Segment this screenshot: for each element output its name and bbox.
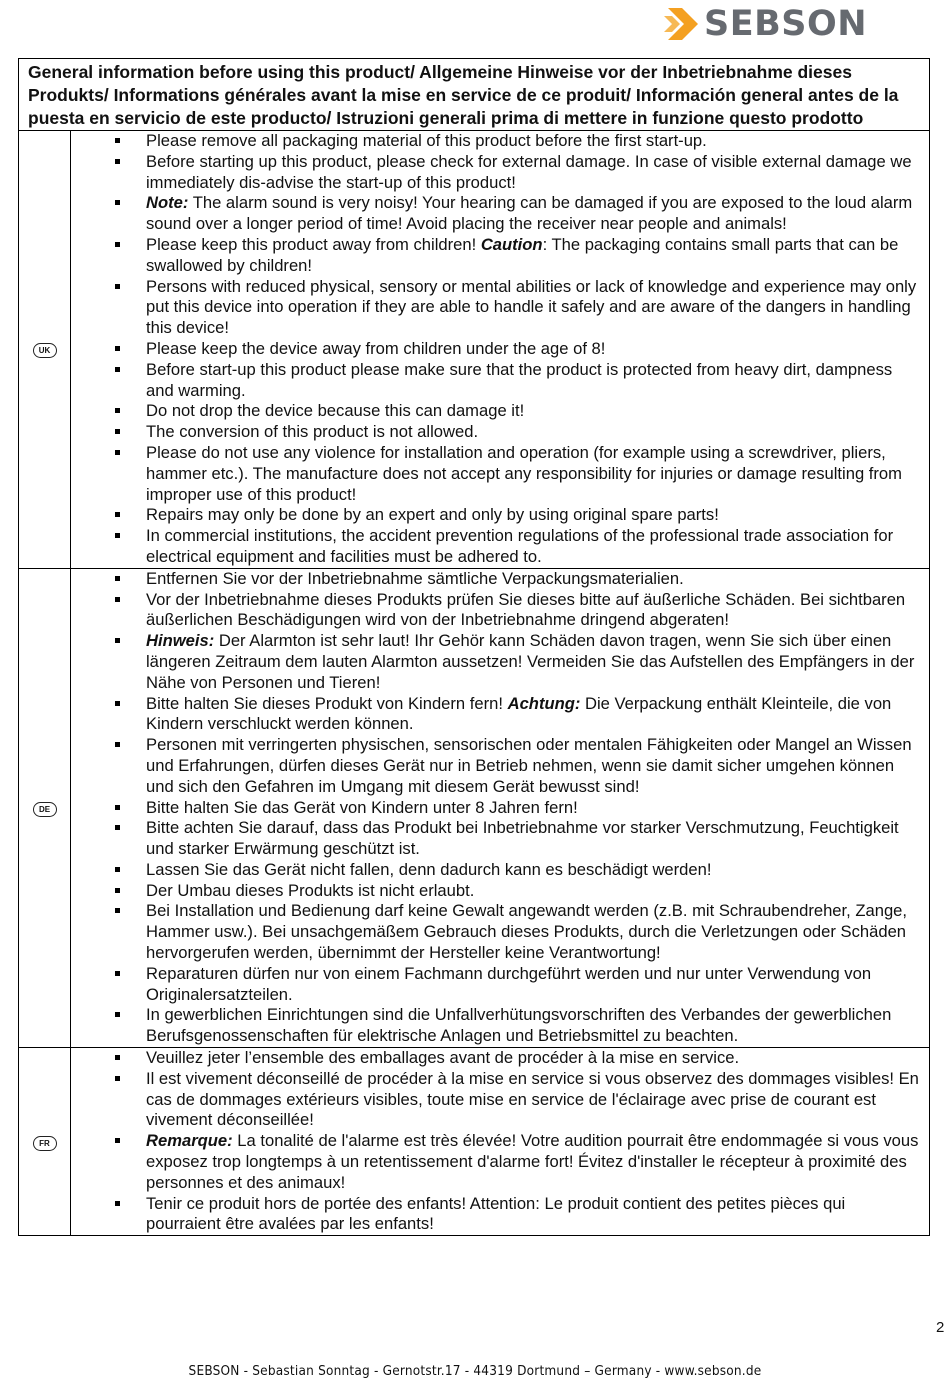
section-row-uk: [19, 131, 930, 569]
item-text: In commercial institutions, the accident prevention regulations of the professional trade association for electrical equipment and facilities must be adhered to.: [146, 526, 894, 566]
bullet-icon: [115, 742, 120, 747]
item-emphasis: Caution: [480, 234, 543, 254]
list-item: [71, 360, 919, 402]
item-text: Do not drop the device because this can damage it!: [146, 401, 525, 421]
list-item: [71, 1069, 919, 1131]
list-item: [71, 277, 919, 339]
item-text: Before start-up this product please make sure that the product is protected from heavy dirt, dampness and warming.: [146, 359, 893, 400]
list-item: [71, 505, 919, 526]
item-text: Vor der Inbetriebnahme dieses Produkts prüfen Sie dieses bitte auf äußerliche Schäden. Bei sichtbaren äußerlichen Beschädigungen wird von der Inbetriebnahme dringend abgeraten!: [146, 589, 906, 630]
instruction-list: [71, 569, 929, 1047]
section-content: [71, 568, 930, 1047]
list-item: [71, 901, 919, 963]
item-emphasis: Note:: [146, 193, 189, 213]
brand-name: SEBSON: [704, 4, 868, 44]
fr-flag-icon: FR: [33, 1136, 57, 1151]
item-text: Personen mit verringerten physischen, sensorischen oder mentalen Fähigkeiten oder Mangel an Wissen und Erfahrungen, dürfen dieses Gerät nur in Betrieb nehmen, wenn sie damit sicher umgehen können und sich den Gefahren im Umgang mit diesem Gerät bewusst sind!: [146, 735, 912, 796]
logo-chevron-icon: [664, 4, 704, 44]
item-text: Please keep the device away from children under the age of 8!: [146, 338, 606, 358]
section-content: [71, 1048, 930, 1236]
list-item: [71, 1005, 919, 1047]
bullet-icon: [115, 1012, 120, 1017]
list-item: [71, 694, 919, 736]
item-text: The conversion of this product is not allowed.: [146, 422, 479, 442]
list-item: [71, 818, 919, 860]
bullet-icon: [115, 200, 120, 205]
item-text: Der Umbau dieses Produkts ist nicht erlaubt.: [146, 880, 475, 900]
item-emphasis: Hinweis:: [146, 631, 215, 651]
list-item: [71, 443, 919, 505]
bullet-icon: [115, 1201, 120, 1206]
item-text: : The packaging contains small parts that can be swallowed by children!: [146, 234, 899, 275]
item-text: Repairs may only be done by an expert and only by using original spare parts!: [146, 505, 719, 525]
bullet-icon: [115, 284, 120, 289]
list-item: [71, 1131, 919, 1193]
bullet-icon: [115, 825, 120, 830]
page-footer: SEBSON - Sebastian Sonntag - Gernotstr.17 - 44319 Dortmund – Germany - www.sebson.de: [188, 1363, 762, 1379]
list-item: [71, 798, 919, 819]
item-text: Bitte achten Sie darauf, dass das Produkt bei Inbetriebnahme vor starker Verschmutzung, Feuchtigkeit und starker Erwärmung geschützt ist.: [146, 818, 899, 859]
list-item: [71, 590, 919, 632]
list-item: [71, 881, 919, 902]
flag-cell: [19, 568, 71, 1047]
item-text: Der Alarmton ist sehr laut! Ihr Gehör kann Schäden davon tragen, wenn Sie sich über einen längeren Zeitraum dem lauten Alarmton aussetzen! Vermeiden Sie das Aufstellen des Empfängers in der Nähe von Personen und Tieren!: [146, 631, 915, 692]
instruction-list: [71, 131, 929, 568]
bullet-icon: [115, 805, 120, 810]
bullet-icon: [115, 1055, 120, 1060]
bullet-icon: [115, 1138, 120, 1143]
bullet-icon: [115, 346, 120, 351]
item-emphasis: Achtung:: [507, 693, 581, 713]
list-item: [71, 964, 919, 1006]
bullet-icon: [115, 638, 120, 643]
bullet-icon: [115, 159, 120, 164]
item-text: Tenir ce produit hors de portée des enfants! Attention: Le produit contient des petites pièces qui pourraient être avalées par les enfants!: [146, 1193, 846, 1234]
bullet-icon: [115, 1076, 120, 1081]
list-item: [71, 526, 919, 568]
safety-info-table: [18, 58, 930, 1236]
item-text: Lassen Sie das Gerät nicht fallen, denn dadurch kann es beschädigt werden!: [146, 859, 712, 879]
list-item: [71, 193, 919, 235]
uk-flag-icon: UK: [33, 343, 57, 358]
item-text: Please remove all packaging material of this product before the first start-up.: [146, 131, 707, 150]
instruction-list: [71, 1048, 929, 1235]
item-text: Die Verpackung enthält Kleinteile, die von Kindern verschluckt werden können.: [146, 693, 892, 734]
bullet-icon: [115, 242, 120, 247]
bullet-icon: [115, 138, 120, 143]
bullet-icon: [115, 408, 120, 413]
bullet-icon: [115, 701, 120, 706]
item-emphasis: Remarque:: [146, 1131, 233, 1151]
bullet-icon: [115, 597, 120, 602]
list-item: [71, 235, 919, 277]
bullet-icon: [115, 576, 120, 581]
item-text: In gewerblichen Einrichtungen sind die Unfallverhütungsvorschriften des Verbandes der gewerblichen Berufsgenossenschaften für elektrische Anlagen und Betriebsmittel zu beachten.: [146, 1005, 892, 1046]
list-item: [71, 860, 919, 881]
bullet-icon: [115, 512, 120, 517]
table-header: General information before using this product/ Allgemeine Hinweise vor der Inbetriebnahme dieses Produkts/ Informations générales avant la mise en service de ce produit/ Información general antes de la puesta en servicio de este producto/ Istruzioni generali prima di mettere in funzione questo prodotto: [19, 59, 930, 131]
bullet-icon: [115, 450, 120, 455]
item-text: La tonalité de l'alarme est très élevée! Votre audition pourrait être endommagée si vous vous exposez trop longtemps à un retentissement d'alarme fort! Évitez d'installer le récepteur à proximité des personnes et des animaux!: [146, 1131, 919, 1192]
bullet-icon: [115, 867, 120, 872]
table-header-row: [19, 59, 930, 131]
item-text: Reparaturen dürfen nur von einem Fachmann durchgeführt werden und nur unter Verwendung von Originalersatzteilen.: [146, 963, 872, 1004]
bullet-icon: [115, 971, 120, 976]
item-text: The alarm sound is very noisy! Your hearing can be damaged if you are exposed to the loud alarm sound over a longer period of time! Avoid placing the receiver near people and animals!: [146, 193, 913, 234]
list-item: [71, 339, 919, 360]
brand-logo: [664, 4, 888, 44]
bullet-icon: [115, 367, 120, 372]
item-text: Bitte halten Sie das Gerät von Kindern unter 8 Jahren fern!: [146, 797, 578, 817]
list-item: [71, 1048, 919, 1069]
flag-cell: [19, 131, 71, 569]
bullet-icon: [115, 533, 120, 538]
item-text: Il est vivement déconseillé de procéder à la mise en service si vous observez des dommages visibles! En cas de dommages extérieurs visibles, toute mise en service de l'éclairage avec prise de courant est vivement déconseillée!: [146, 1068, 919, 1130]
page-number: 2: [936, 1319, 945, 1336]
list-item: [71, 569, 919, 590]
section-row-fr: [19, 1048, 930, 1236]
list-item: [71, 401, 919, 422]
item-text: Persons with reduced physical, sensory or mental abilities or lack of knowledge and experience may only put this device into operation if they are able to handle it safely and are aware of the dangers in handling this device!: [146, 276, 917, 338]
section-content: [71, 131, 930, 569]
item-text: Entfernen Sie vor der Inbetriebnahme sämtliche Verpackungsmaterialien.: [146, 568, 684, 588]
item-text: Veuillez jeter l’ensemble des emballages avant de procéder à la mise en service.: [146, 1048, 740, 1068]
list-item: [71, 152, 919, 194]
list-item: [71, 631, 919, 693]
bullet-icon: [115, 888, 120, 893]
bullet-icon: [115, 908, 120, 913]
section-row-de: [19, 568, 930, 1047]
bullet-icon: [115, 429, 120, 434]
item-text: Bei Installation und Bedienung darf keine Gewalt angewandt werden (z.B. mit Schraubendreher, Zange, Hammer usw.). Bei unsachgemäßem Gebrauch dieses Produkts, durch die Verletzungen oder Schäden hervorgerufen werden, übernimmt der Hersteller keine Verantwortung!: [146, 901, 908, 963]
list-item: [71, 422, 919, 443]
item-text: Please keep this product away from children!: [146, 234, 481, 254]
de-flag-icon: DE: [33, 802, 57, 817]
flag-cell: [19, 1048, 71, 1236]
list-item: [71, 735, 919, 797]
list-item: [71, 131, 919, 152]
item-text: Bitte halten Sie dieses Produkt von Kindern fern!: [146, 693, 508, 713]
list-item: [71, 1194, 919, 1236]
item-text: Before starting up this product, please check for external damage. In case of visible external damage we immediately dis-advise the start-up of this product!: [146, 151, 912, 192]
item-text: Please do not use any violence for installation and operation (for example using a screwdriver, pliers, hammer etc.). The manufacture does not accept any responsibility for injuries or damage resulting from improper use of this product!: [146, 442, 902, 504]
